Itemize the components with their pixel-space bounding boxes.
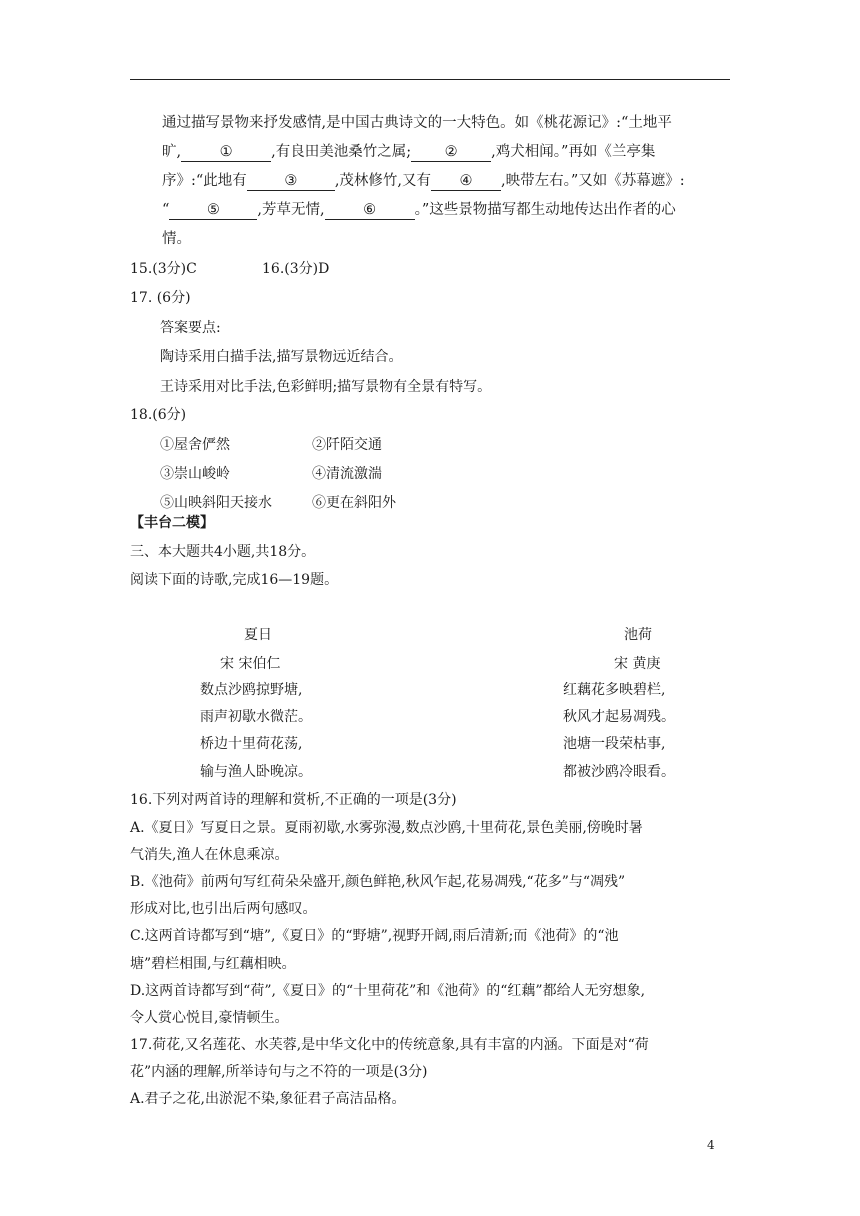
- passage-line-3: [162, 171, 685, 191]
- text-seg: ,鸡犬相闻。”再如《兰亭集: [491, 144, 656, 160]
- poem-right-line: 红藕花多映碧栏,: [563, 682, 666, 698]
- text-seg: 。”这些景物描写都生动地传达出作者的心: [414, 202, 676, 218]
- answer-18-item: ③崇山峻岭: [160, 466, 230, 482]
- q16-option-a-line-2: 气消失,渔人在休息乘凉。: [130, 847, 289, 863]
- q16-option-c-line-1: C.这两首诗都写到“塘”,《夏日》的“野塘”,视野开阔,雨后清新;而《池荷》的“池: [130, 928, 619, 944]
- header-rule: [130, 79, 730, 80]
- answer-18-item: ①屋舍俨然: [160, 437, 230, 453]
- poem-left-line: 数点沙鸥掠野塘,: [200, 682, 303, 698]
- page-number: 4: [707, 1138, 715, 1152]
- blank-3: ③: [247, 173, 335, 191]
- blank-4: ④: [431, 173, 501, 191]
- answer-16: 16.(3分)D: [262, 261, 330, 277]
- q16-option-d-line-1: D.这两首诗都写到“荷”,《夏日》的“十里荷花”和《池荷》的“红藕”都给人无穷想象,: [130, 983, 646, 999]
- text-seg: ,茂林修竹,又有: [334, 173, 432, 189]
- poem-left-line: 输与渔人卧晚凉。: [200, 764, 312, 780]
- poem-right-line: 都被沙鸥冷眼看。: [563, 764, 675, 780]
- passage-line-4: [162, 200, 676, 220]
- answer-17-heading: 17. (6分): [130, 290, 191, 306]
- answer-17-line-3: 王诗采用对比手法,色彩鲜明;描写景物有全景有特写。: [160, 379, 492, 395]
- blank-2: ②: [411, 144, 491, 162]
- passage-line-5: 情。: [162, 231, 191, 247]
- poem-right-author: 宋 黄庚: [614, 656, 661, 672]
- blank-6: ⑥: [325, 202, 415, 220]
- section-heading: 【丰台二模】: [130, 515, 214, 531]
- section-line-2: 阅读下面的诗歌,完成16—19题。: [130, 572, 339, 588]
- text-seg: ,映带左右。”又如《苏幕遮》:: [501, 173, 685, 189]
- answer-18-item: ②阡陌交通: [312, 437, 382, 453]
- q16-option-b-line-1: B.《池荷》前两句写红荷朵朵盛开,颜色鲜艳,秋风乍起,花易凋残,“花多”与“凋残”: [130, 874, 626, 890]
- poem-right-line: 池塘一段荣枯事,: [563, 736, 666, 752]
- text-seg: 序》:“此地有: [162, 173, 247, 189]
- poem-left-line: 桥边十里荷花荡,: [200, 736, 303, 752]
- q16-option-a-line-1: A.《夏日》写夏日之景。夏雨初歇,水雾弥漫,数点沙鸥,十里荷花,景色美丽,傍晚时暑: [130, 820, 643, 836]
- blank-5: ⑤: [169, 202, 257, 220]
- section-line-1: 三、本大题共4小题,共18分。: [130, 544, 316, 560]
- passage-line-2: [162, 142, 655, 162]
- blank-1: ①: [181, 144, 271, 162]
- text-seg: 旷,: [162, 144, 182, 160]
- answer-18-item: ④清流激湍: [312, 466, 382, 482]
- answer-18-item: ⑥更在斜阳外: [312, 495, 396, 511]
- answer-17-line-1: 答案要点:: [160, 320, 221, 336]
- q16-option-d-line-2: 令人赏心悦目,豪情顿生。: [130, 1010, 289, 1026]
- poem-right-line: 秋风才起易凋残。: [563, 709, 675, 725]
- passage-line-1: 通过描写景物来抒发感情,是中国古典诗文的一大特色。如《桃花源记》:“土地平: [162, 115, 672, 131]
- q16-option-c-line-2: 塘”碧栏相围,与红藕相映。: [130, 956, 296, 972]
- text-seg: ,有良田美池桑竹之属;: [271, 144, 412, 160]
- poem-left-author: 宋 宋伯仁: [220, 656, 281, 672]
- poem-left-line: 雨声初歇水微茫。: [200, 709, 312, 725]
- poem-right-title: 池荷: [624, 627, 652, 643]
- q16-stem: 16.下列对两首诗的理解和赏析,不正确的一项是(3分): [130, 792, 457, 808]
- poem-left-title: 夏日: [244, 627, 272, 643]
- answer-18-heading: 18.(6分): [130, 407, 187, 423]
- answer-15: 15.(3分)C: [130, 261, 197, 277]
- q16-option-b-line-2: 形成对比,也引出后两句感叹。: [130, 901, 317, 917]
- q17-option-a: A.君子之花,出淤泥不染,象征君子高洁品格。: [130, 1091, 406, 1107]
- text-seg: ,芳草无情,: [257, 202, 325, 218]
- text-seg: “: [162, 202, 170, 218]
- q17-stem-line-1: 17.荷花,又名莲花、水芙蓉,是中华文化中的传统意象,具有丰富的内涵。下面是对“荷: [130, 1037, 649, 1053]
- q17-stem-line-2: 花”内涵的理解,所举诗句与之不符的一项是(3分): [130, 1064, 428, 1080]
- answer-18-item: ⑤山映斜阳天接水: [160, 495, 272, 511]
- answer-17-line-2: 陶诗采用白描手法,描写景物远近结合。: [160, 349, 403, 365]
